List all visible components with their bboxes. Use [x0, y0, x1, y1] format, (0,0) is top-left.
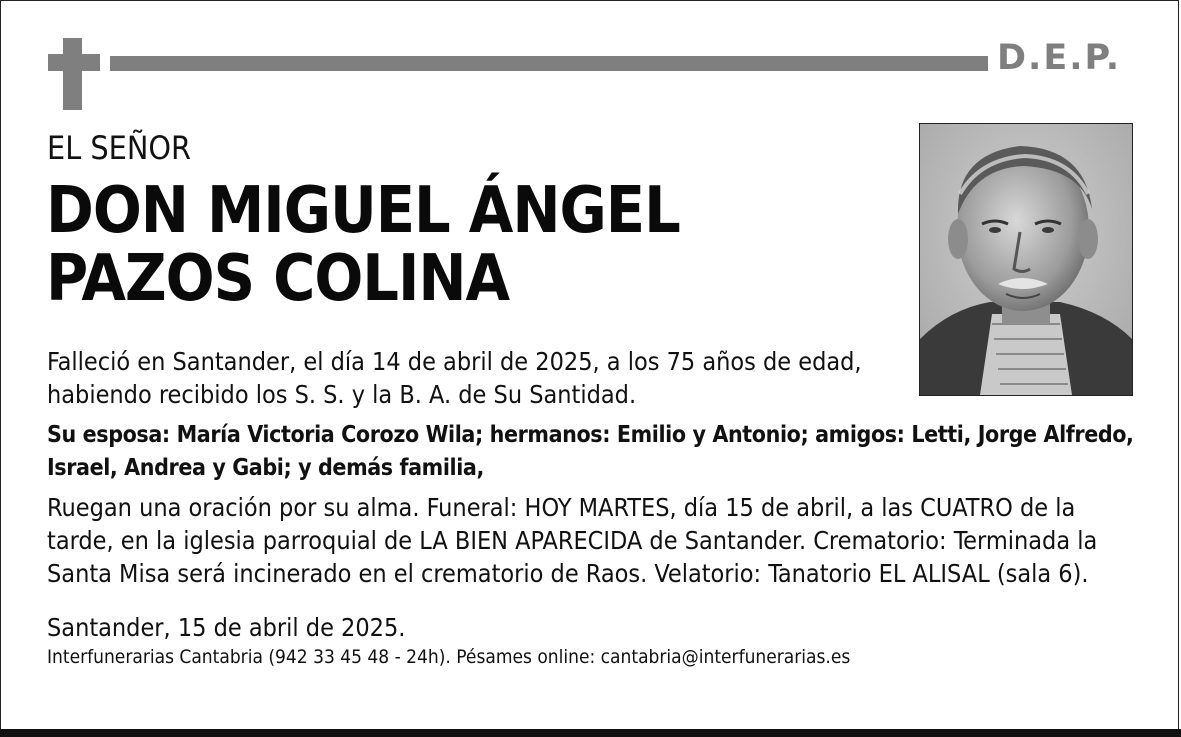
deceased-name	[46, 174, 680, 316]
funeral-home-contact: Interfunerarias Cantabria (942 33 45 48 - 24h). Pésames online: cantabria@interfunerarias.es	[47, 646, 851, 668]
deceased-name-line-2: PAZOS COLINA	[46, 242, 510, 316]
funeral-line-1: Ruegan una oración por su alma. Funeral: HOY MARTES, día 15 de abril, a las CUATRO de la	[47, 493, 1076, 522]
death-announcement	[47, 345, 862, 411]
portrait-photo	[919, 123, 1133, 396]
family-line-2: Israel, Andrea y Gabi; y demás familia,	[47, 455, 484, 481]
funeral-details	[47, 491, 1097, 590]
death-line-1: Falleció en Santander, el día 14 de abril de 2025, a los 75 años de edad,	[47, 347, 862, 376]
death-line-2: habiendo recibido los S. S. y la B. A. de Su Santidad.	[47, 380, 637, 409]
family-line-1: Su esposa: María Victoria Corozo Wila; hermanos: Emilio y Antonio; amigos: Letti, Jorge Alfredo,	[47, 422, 1134, 448]
funeral-line-3: Santa Misa será incinerado en el crematorio de Raos. Velatorio: Tanatorio EL ALISAL (sala 6).	[47, 559, 1089, 588]
dep-label: D.E.P.	[997, 38, 1122, 78]
place-date: Santander, 15 de abril de 2025.	[47, 613, 406, 642]
funeral-line-2: tarde, en la iglesia parroquial de LA BIEN APARECIDA de Santander. Crematorio: Terminada la	[47, 526, 1098, 555]
bottom-rule	[0, 729, 1181, 737]
honorific: EL SEÑOR	[47, 129, 192, 167]
deceased-name-line-1: DON MIGUEL ÁNGEL	[46, 174, 680, 248]
portrait-illustration	[920, 124, 1132, 395]
latin-cross-icon	[48, 38, 100, 110]
family-list	[47, 419, 1134, 485]
header-rule	[110, 56, 988, 71]
